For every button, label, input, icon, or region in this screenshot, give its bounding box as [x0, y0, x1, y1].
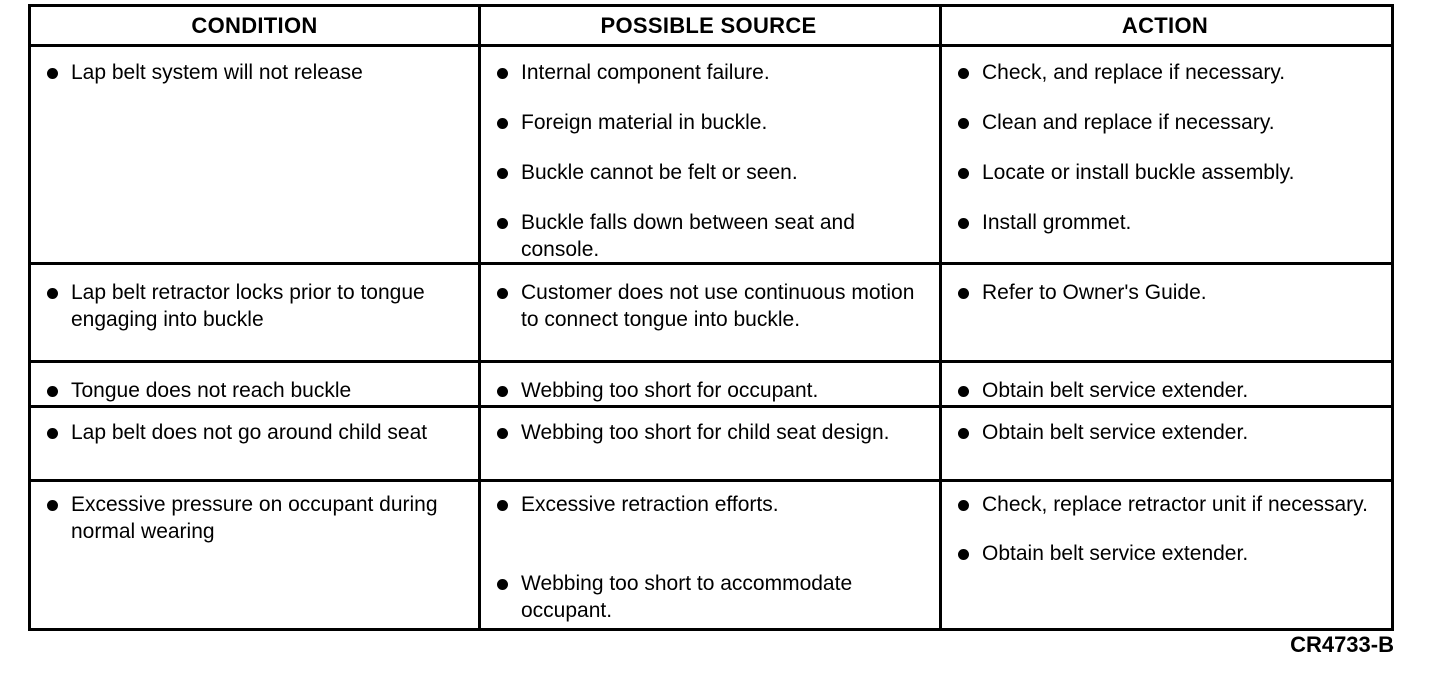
list-item: [45, 279, 468, 333]
bullet-icon: [958, 218, 969, 229]
bullet-icon: [958, 168, 969, 179]
item-text: Webbing too short for occupant.: [521, 379, 819, 402]
list-item: [45, 377, 468, 404]
item-text: Clean and replace if necessary.: [982, 111, 1275, 134]
bullet-icon: [47, 288, 58, 299]
cell-action: [942, 279, 1391, 306]
item-text: Tongue does not reach buckle: [71, 379, 352, 402]
list-item: [956, 159, 1381, 186]
bullet-icon: [958, 549, 969, 560]
item-text: Install grommet.: [982, 211, 1132, 234]
item-text: Webbing too short to accommodate occupant.: [521, 572, 853, 622]
list-item: [956, 377, 1381, 404]
bullet-icon: [47, 428, 58, 439]
list-item: [956, 279, 1381, 306]
cell-source: [481, 419, 939, 446]
item-text: Internal component failure.: [521, 61, 770, 84]
list-item: [495, 570, 929, 624]
header-action: ACTION: [939, 7, 1391, 47]
bullet-icon: [497, 288, 508, 299]
list-item: [495, 279, 929, 333]
list-item: [495, 419, 929, 446]
item-text: Lap belt does not go around child seat: [71, 421, 428, 444]
bullet-icon: [958, 386, 969, 397]
troubleshooting-table: [28, 4, 1394, 631]
item-text: Obtain belt service extender.: [982, 421, 1249, 444]
bullet-icon: [497, 428, 508, 439]
bullet-icon: [497, 68, 508, 79]
bullet-icon: [497, 579, 508, 590]
bullet-icon: [47, 386, 58, 397]
list-item: [956, 419, 1381, 446]
item-text: Locate or install buckle assembly.: [982, 161, 1295, 184]
item-text: Check, and replace if necessary.: [982, 61, 1286, 84]
item-text: Buckle cannot be felt or seen.: [521, 161, 798, 184]
cell-source: [481, 59, 939, 286]
bullet-icon: [958, 68, 969, 79]
list-item: [45, 491, 468, 545]
item-text: Obtain belt service extender.: [982, 542, 1249, 565]
list-item: [495, 159, 929, 186]
bullet-icon: [497, 118, 508, 129]
bullet-icon: [497, 500, 508, 511]
item-text: Refer to Owner's Guide.: [982, 281, 1207, 304]
bullet-icon: [47, 68, 58, 79]
list-item: [45, 59, 468, 86]
bullet-icon: [47, 500, 58, 511]
header-condition: CONDITION: [31, 7, 478, 47]
list-item: [495, 109, 929, 136]
cell-action: [942, 491, 1391, 589]
row-divider: [31, 479, 1391, 482]
bullet-icon: [958, 288, 969, 299]
row-divider: [31, 360, 1391, 363]
cell-action: [942, 419, 1391, 446]
bullet-icon: [958, 118, 969, 129]
item-text: Obtain belt service extender.: [982, 379, 1249, 402]
item-text: Webbing too short for child seat design.: [521, 421, 890, 444]
list-item: [956, 540, 1381, 567]
bullet-icon: [497, 168, 508, 179]
item-text: Buckle falls down between seat and console.: [521, 211, 855, 261]
list-item: [956, 491, 1381, 518]
list-item: [956, 209, 1381, 236]
cell-source: [481, 279, 939, 333]
bullet-icon: [497, 218, 508, 229]
list-item: [495, 59, 929, 86]
figure-code: CR4733-B: [1290, 632, 1394, 657]
cell-condition: [31, 419, 478, 469]
list-item: [956, 109, 1381, 136]
item-text: Lap belt retractor locks prior to tongue engaging into buckle: [71, 281, 425, 331]
bullet-icon: [958, 428, 969, 439]
cell-action: [942, 59, 1391, 259]
item-text: Foreign material in buckle.: [521, 111, 768, 134]
item-text: Excessive retraction efforts.: [521, 493, 779, 516]
cell-condition: [31, 279, 478, 356]
item-text: Excessive pressure on occupant during normal wearing: [71, 493, 438, 543]
cell-source: [481, 377, 939, 404]
cell-source: [481, 491, 939, 676]
item-text: Lap belt system will not release: [71, 61, 363, 84]
bullet-icon: [497, 386, 508, 397]
item-text: Check, replace retractor unit if necessary.: [982, 493, 1368, 516]
list-item: [45, 419, 468, 446]
list-item: [495, 209, 929, 263]
bullet-icon: [958, 500, 969, 511]
cell-action: [942, 377, 1391, 404]
item-text: Customer does not use continuous motion to connect tongue into buckle.: [521, 281, 915, 331]
cell-condition: [31, 491, 478, 568]
header-possible-source: POSSIBLE SOURCE: [478, 7, 939, 47]
cell-condition: [31, 59, 478, 109]
list-item: [495, 377, 929, 404]
list-item: [956, 59, 1381, 86]
list-item: [495, 491, 929, 518]
